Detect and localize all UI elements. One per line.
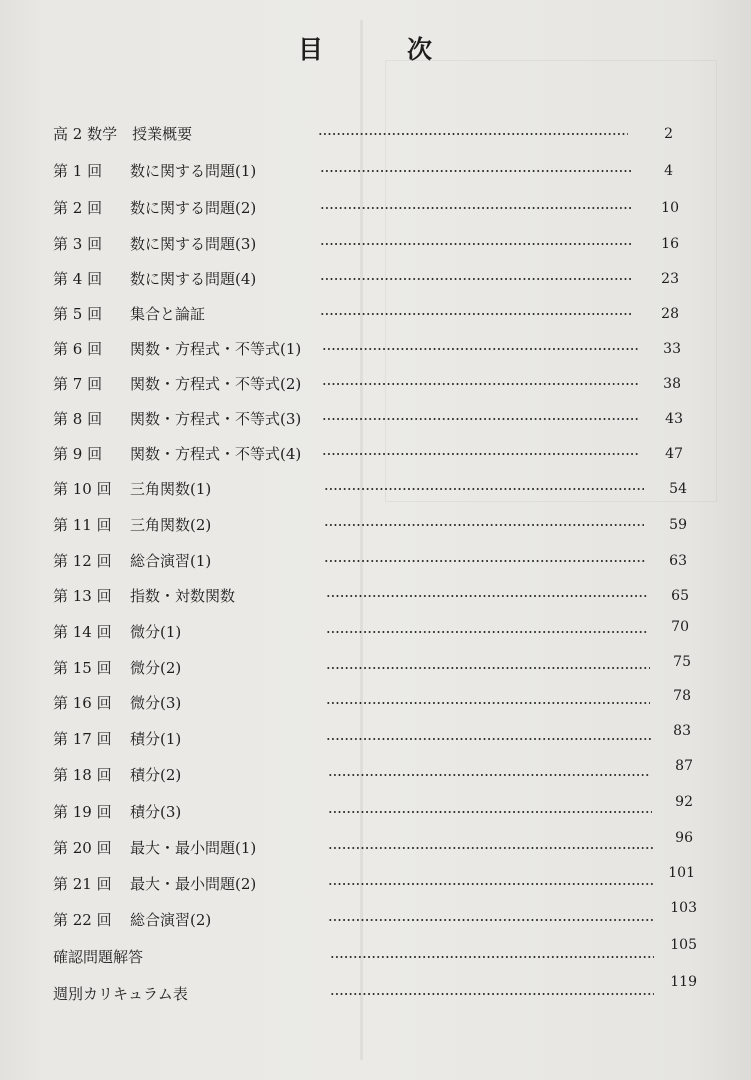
toc-entry — [0, 334, 751, 364]
dot-leader — [318, 133, 628, 135]
toc-entry-title: 関数・方程式・不等式(4) — [130, 445, 302, 463]
toc-entry-page-number: 103 — [670, 900, 697, 916]
dot-leader — [326, 631, 648, 633]
toc-entry-number: 第 13 回 — [53, 587, 112, 605]
toc-entry-page-number: 28 — [661, 306, 679, 322]
dot-leader — [330, 956, 654, 958]
toc-entry-page-number: 101 — [668, 865, 695, 881]
toc-entry-number: 第 3 回 — [53, 235, 103, 253]
toc-entry-title: 微分(2) — [130, 659, 182, 677]
toc-entry — [0, 653, 751, 683]
toc-entry-page-number: 105 — [670, 937, 697, 953]
dot-leader — [326, 595, 648, 597]
dot-leader — [322, 418, 640, 420]
toc-entry-title: 微分(1) — [130, 623, 182, 641]
dot-leader — [320, 170, 633, 172]
toc-entry-number: 第 4 回 — [53, 270, 103, 288]
toc-entry-number: 第 8 回 — [53, 410, 103, 428]
toc-entry-number: 第 15 回 — [53, 659, 112, 677]
toc-entry-number: 第 14 回 — [53, 623, 112, 641]
toc-entry-number: 第 11 回 — [53, 516, 112, 534]
title-char-1: 目 — [298, 35, 325, 64]
toc-entry-number: 第 17 回 — [53, 730, 112, 748]
toc-entry — [0, 264, 751, 294]
toc-entry-title: 数に関する問題(3) — [130, 235, 257, 253]
toc-entry — [0, 688, 751, 718]
toc-entry-title: 確認問題解答 — [53, 948, 144, 966]
toc-entry — [0, 510, 751, 540]
toc-entry — [0, 974, 751, 1009]
dot-leader — [320, 243, 633, 245]
dot-leader — [328, 919, 654, 921]
toc-entry — [0, 617, 751, 647]
toc-entry-page-number: 59 — [669, 517, 687, 533]
dot-leader — [322, 453, 640, 455]
toc-entry-page-number: 2 — [664, 126, 673, 142]
toc-entry-number: 第 1 回 — [53, 162, 103, 180]
toc-entry-title: 関数・方程式・不等式(3) — [130, 410, 302, 428]
dot-leader — [324, 560, 646, 562]
toc-entry-number: 第 7 回 — [53, 375, 103, 393]
toc-entry-number: 第 5 回 — [53, 305, 103, 323]
dot-leader — [322, 348, 638, 350]
toc-entry-page-number: 43 — [665, 411, 683, 427]
dot-leader — [326, 667, 650, 669]
toc-entry-page-number: 92 — [675, 794, 693, 810]
toc-entry-title: 三角関数(1) — [130, 480, 212, 498]
toc-entry-number: 第 19 回 — [53, 803, 112, 821]
dot-leader — [328, 883, 654, 885]
toc-entry — [0, 439, 751, 469]
toc-entry — [0, 474, 751, 504]
toc-entry-title: 指数・対数関数 — [130, 587, 236, 605]
toc-entry-title: 関数・方程式・不等式(1) — [130, 340, 302, 358]
dot-leader — [326, 738, 651, 740]
toc-entry — [0, 937, 751, 972]
toc-entry-page-number: 70 — [671, 619, 689, 635]
toc-entry — [0, 794, 751, 827]
toc-entry — [0, 760, 751, 790]
toc-entry-title: 数に関する問題(4) — [130, 270, 257, 288]
toc-entry-number: 第 21 回 — [53, 875, 112, 893]
toc-entry-number: 第 6 回 — [53, 340, 103, 358]
toc-entry-page-number: 4 — [664, 163, 673, 179]
toc-entry-page-number: 96 — [675, 830, 693, 846]
toc-entry-title: 週別カリキュラム表 — [53, 985, 188, 1003]
toc-entry-page-number: 16 — [661, 236, 679, 252]
toc-entry-title: 積分(2) — [130, 766, 182, 784]
toc-entry — [0, 830, 751, 863]
toc-entry-number: 第 20 回 — [53, 839, 112, 857]
toc-entry — [0, 193, 751, 223]
toc-entry-title: 数に関する問題(1) — [130, 162, 257, 180]
dot-leader — [326, 702, 650, 704]
toc-entry-page-number: 33 — [663, 341, 681, 357]
toc-entry-page-number: 65 — [671, 588, 689, 604]
toc-entry-number: 第 9 回 — [53, 445, 103, 463]
toc-entry — [0, 546, 751, 576]
dot-leader — [328, 774, 651, 776]
toc-entry-page-number: 54 — [669, 481, 687, 497]
dot-leader — [320, 278, 633, 280]
toc-entry-page-number: 78 — [673, 688, 691, 704]
toc-entry-page-number: 87 — [675, 758, 693, 774]
toc-entry-number: 第 2 回 — [53, 199, 103, 217]
toc-entry-title: 総合演習(2) — [130, 911, 212, 929]
toc-entry-page-number: 119 — [670, 974, 697, 990]
page-title — [0, 30, 751, 70]
toc-entry — [0, 369, 751, 399]
toc-entry-title: 集合と論証 — [130, 305, 206, 323]
toc-entry — [0, 119, 751, 149]
toc-entry-page-number: 38 — [663, 376, 681, 392]
toc-entry-title: 三角関数(2) — [130, 516, 212, 534]
dot-leader — [328, 811, 652, 813]
toc-entry-number: 第 10 回 — [53, 480, 112, 498]
toc-entry-title: 関数・方程式・不等式(2) — [130, 375, 302, 393]
toc-entry-title: 積分(1) — [130, 730, 182, 748]
dot-leader — [324, 524, 644, 526]
toc-entry-page-number: 83 — [673, 723, 691, 739]
dot-leader — [320, 313, 633, 315]
toc-entry — [0, 229, 751, 259]
toc-entry-number: 第 16 回 — [53, 694, 112, 712]
toc-entry-title: 微分(3) — [130, 694, 182, 712]
dot-leader — [320, 207, 633, 209]
dot-leader — [324, 488, 644, 490]
toc-entry-number: 第 22 回 — [53, 911, 112, 929]
toc-entry-title: 最大・最小問題(1) — [130, 839, 257, 857]
toc-entry — [0, 581, 751, 611]
toc-entry-title: 数に関する問題(2) — [130, 199, 257, 217]
toc-entry — [0, 299, 751, 329]
toc-entry-page-number: 75 — [673, 654, 691, 670]
toc-entry-page-number: 47 — [665, 446, 683, 462]
toc-entry-title: 総合演習(1) — [130, 552, 212, 570]
toc-entry-page-number: 23 — [661, 271, 679, 287]
toc-entry-number: 第 12 回 — [53, 552, 112, 570]
toc-entry-page-number: 63 — [669, 553, 687, 569]
toc-entry-title: 積分(3) — [130, 803, 182, 821]
toc-entry-number: 第 18 回 — [53, 766, 112, 784]
dot-leader — [322, 383, 638, 385]
toc-entry — [0, 404, 751, 434]
toc-entry-title: 最大・最小問題(2) — [130, 875, 257, 893]
toc-entry — [0, 865, 751, 899]
dot-leader — [330, 993, 654, 995]
toc-entry-title: 高 2 数学 授業概要 — [53, 125, 193, 143]
toc-entry — [0, 156, 751, 186]
dot-leader — [328, 847, 654, 849]
toc-entry-page-number: 10 — [661, 200, 679, 216]
title-char-2: 次 — [407, 35, 434, 64]
toc-entry — [0, 724, 751, 754]
toc-entry — [0, 900, 751, 935]
